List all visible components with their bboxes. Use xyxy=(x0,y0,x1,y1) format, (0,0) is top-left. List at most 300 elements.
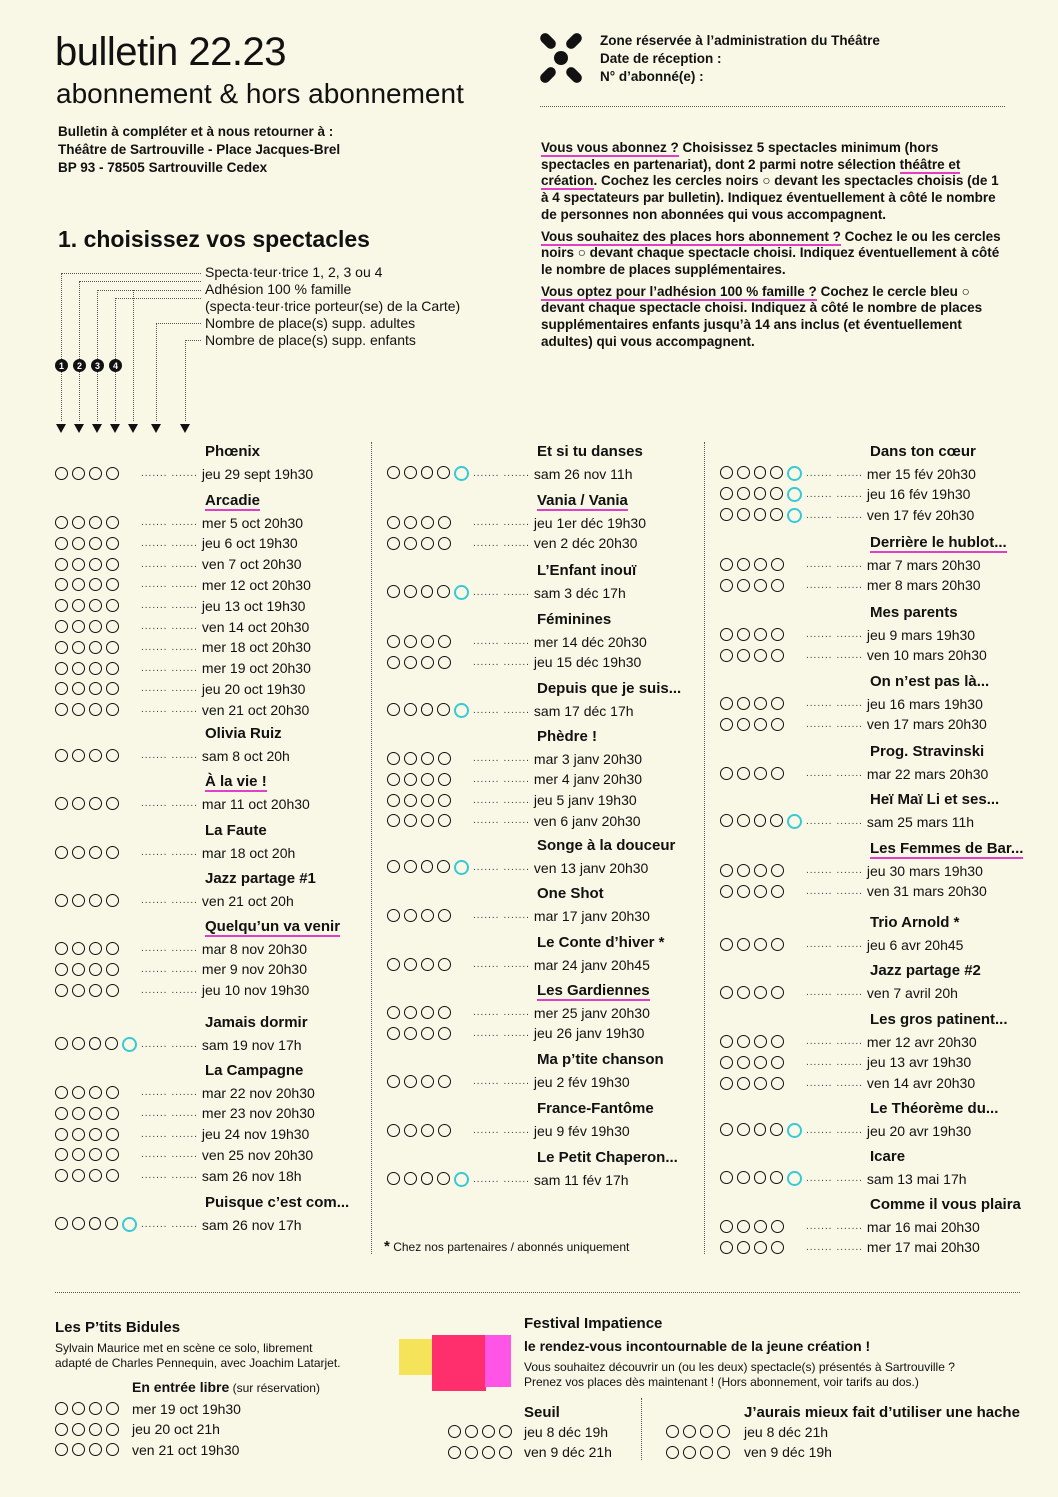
extra-adults-field[interactable]: ....... xyxy=(806,987,833,998)
spectator-circle-checkbox[interactable] xyxy=(720,466,733,479)
extra-children-field[interactable]: ....... xyxy=(503,1007,530,1018)
extra-adults-field[interactable]: ....... xyxy=(141,1170,168,1182)
extra-adults-field[interactable]: ....... xyxy=(141,1128,168,1140)
spectator-circle-checkbox[interactable] xyxy=(404,1172,417,1185)
spectator-circle-checkbox[interactable] xyxy=(437,466,450,479)
extra-adults-field[interactable]: ....... xyxy=(141,1087,168,1098)
spectator-circle-checkbox[interactable] xyxy=(754,986,767,999)
spectator-circle-checkbox[interactable] xyxy=(720,938,733,951)
spectator-circle-checkbox[interactable] xyxy=(737,864,750,877)
spectator-circle-checkbox[interactable] xyxy=(106,942,119,955)
spectator-circle-checkbox[interactable] xyxy=(404,703,417,716)
spectator-circle-checkbox[interactable] xyxy=(106,963,119,976)
spectator-circle-checkbox[interactable] xyxy=(754,1077,767,1090)
spectator-circle-checkbox[interactable] xyxy=(89,578,102,591)
spectator-circle-checkbox[interactable] xyxy=(89,984,102,997)
subscriber-number-field[interactable]: N° d’abonné(e) : xyxy=(600,69,704,84)
spectator-circle-checkbox[interactable] xyxy=(438,814,451,827)
extra-children-field[interactable]: ....... xyxy=(171,683,198,695)
extra-adults-field[interactable]: ....... xyxy=(473,1125,500,1136)
spectator-circle-checkbox[interactable] xyxy=(72,797,85,810)
extra-adults-field[interactable]: ....... xyxy=(806,1221,833,1232)
spectator-circle-checkbox[interactable] xyxy=(720,885,733,898)
spectator-circle-checkbox[interactable] xyxy=(771,649,784,662)
extra-children-field[interactable]: ....... xyxy=(836,1125,863,1136)
spectator-circle-checkbox[interactable] xyxy=(89,846,102,859)
spectator-circle-checkbox[interactable] xyxy=(465,1446,478,1459)
family-circle-checkbox[interactable] xyxy=(787,487,802,502)
spectator-circle-checkbox[interactable] xyxy=(737,814,750,827)
extra-adults-field[interactable]: ....... xyxy=(473,587,500,598)
family-circle-checkbox[interactable] xyxy=(454,466,469,481)
spectator-circle-checkbox[interactable] xyxy=(387,1027,400,1040)
extra-children-field[interactable]: ....... xyxy=(836,468,863,479)
spectator-circle-checkbox[interactable] xyxy=(106,620,119,633)
spectator-circle-checkbox[interactable] xyxy=(720,628,733,641)
extra-children-field[interactable]: ....... xyxy=(836,1056,863,1068)
spectator-circle-checkbox[interactable] xyxy=(737,1241,750,1254)
extra-children-field[interactable]: ....... xyxy=(171,1149,198,1161)
spectator-circle-checkbox[interactable] xyxy=(404,752,417,765)
spectator-circle-checkbox[interactable] xyxy=(770,508,783,521)
spectator-circle-checkbox[interactable] xyxy=(754,1123,767,1136)
extra-adults-field[interactable]: ....... xyxy=(473,815,500,827)
extra-children-field[interactable]: ....... xyxy=(836,885,863,897)
spectator-circle-checkbox[interactable] xyxy=(106,662,119,675)
spectator-circle-checkbox[interactable] xyxy=(737,938,750,951)
spectator-circle-checkbox[interactable] xyxy=(771,767,784,780)
spectator-circle-checkbox[interactable] xyxy=(72,1128,85,1141)
spectator-circle-checkbox[interactable] xyxy=(404,958,417,971)
spectator-circle-checkbox[interactable] xyxy=(89,1402,102,1415)
spectator-circle-checkbox[interactable] xyxy=(438,635,451,648)
spectator-circle-checkbox[interactable] xyxy=(72,1217,85,1230)
spectator-circle-checkbox[interactable] xyxy=(72,749,85,762)
spectator-circle-checkbox[interactable] xyxy=(421,773,434,786)
spectator-circle-checkbox[interactable] xyxy=(89,963,102,976)
spectator-circle-checkbox[interactable] xyxy=(89,749,102,762)
spectator-circle-checkbox[interactable] xyxy=(106,1423,119,1436)
spectator-circle-checkbox[interactable] xyxy=(404,909,417,922)
spectator-circle-checkbox[interactable] xyxy=(720,814,733,827)
spectator-circle-checkbox[interactable] xyxy=(770,1171,783,1184)
spectator-circle-checkbox[interactable] xyxy=(72,641,85,654)
extra-adults-field[interactable]: ....... xyxy=(473,1007,500,1018)
spectator-circle-checkbox[interactable] xyxy=(720,649,733,662)
spectator-circle-checkbox[interactable] xyxy=(106,1086,119,1099)
spectator-circle-checkbox[interactable] xyxy=(72,516,85,529)
extra-children-field[interactable]: ....... xyxy=(836,768,863,779)
family-circle-checkbox[interactable] xyxy=(787,814,802,829)
spectator-circle-checkbox[interactable] xyxy=(421,1172,434,1185)
spectator-circle-checkbox[interactable] xyxy=(771,986,784,999)
extra-adults-field[interactable]: ....... xyxy=(473,862,500,873)
extra-children-field[interactable]: ....... xyxy=(171,1219,198,1230)
spectator-circle-checkbox[interactable] xyxy=(421,1124,434,1137)
spectator-circle-checkbox[interactable] xyxy=(72,599,85,612)
extra-adults-field[interactable]: ....... xyxy=(806,1056,833,1068)
extra-adults-field[interactable]: ....... xyxy=(806,649,833,661)
extra-adults-field[interactable]: ....... xyxy=(473,1027,500,1039)
extra-children-field[interactable]: ....... xyxy=(503,959,530,970)
spectator-circle-checkbox[interactable] xyxy=(106,1107,119,1120)
extra-adults-field[interactable]: ....... xyxy=(473,773,500,785)
extra-children-field[interactable]: ....... xyxy=(503,1174,530,1185)
extra-children-field[interactable]: ....... xyxy=(836,939,863,950)
extra-children-field[interactable]: ....... xyxy=(836,509,863,521)
extra-children-field[interactable]: ....... xyxy=(171,847,198,858)
spectator-circle-checkbox[interactable] xyxy=(72,1086,85,1099)
extra-adults-field[interactable]: ....... xyxy=(806,816,833,827)
extra-children-field[interactable]: ....... xyxy=(836,629,863,640)
extra-adults-field[interactable]: ....... xyxy=(141,798,168,809)
spectator-circle-checkbox[interactable] xyxy=(771,579,784,592)
spectator-circle-checkbox[interactable] xyxy=(106,749,119,762)
extra-children-field[interactable]: ....... xyxy=(171,798,198,809)
spectator-circle-checkbox[interactable] xyxy=(72,1107,85,1120)
extra-adults-field[interactable]: ....... xyxy=(473,705,500,716)
extra-children-field[interactable]: ....... xyxy=(836,865,863,876)
extra-adults-field[interactable]: ....... xyxy=(141,517,168,528)
extra-children-field[interactable]: ....... xyxy=(836,816,863,827)
extra-children-field[interactable]: ....... xyxy=(171,662,198,674)
spectator-circle-checkbox[interactable] xyxy=(106,516,119,529)
spectator-circle-checkbox[interactable] xyxy=(754,767,767,780)
extra-adults-field[interactable]: ....... xyxy=(141,468,168,479)
spectator-circle-checkbox[interactable] xyxy=(666,1425,679,1438)
spectator-circle-checkbox[interactable] xyxy=(754,487,767,500)
spectator-circle-checkbox[interactable] xyxy=(72,984,85,997)
extra-adults-field[interactable]: ....... xyxy=(473,910,500,921)
spectator-circle-checkbox[interactable] xyxy=(499,1446,512,1459)
spectator-circle-checkbox[interactable] xyxy=(404,516,417,529)
spectator-circle-checkbox[interactable] xyxy=(720,487,733,500)
spectator-circle-checkbox[interactable] xyxy=(89,537,102,550)
extra-adults-field[interactable]: ....... xyxy=(473,468,500,479)
spectator-circle-checkbox[interactable] xyxy=(89,516,102,529)
extra-children-field[interactable]: ....... xyxy=(171,895,198,906)
spectator-circle-checkbox[interactable] xyxy=(387,958,400,971)
spectator-circle-checkbox[interactable] xyxy=(55,620,68,633)
spectator-circle-checkbox[interactable] xyxy=(89,1217,102,1230)
spectator-circle-checkbox[interactable] xyxy=(438,773,451,786)
spectator-circle-checkbox[interactable] xyxy=(720,986,733,999)
spectator-circle-checkbox[interactable] xyxy=(737,628,750,641)
spectator-circle-checkbox[interactable] xyxy=(770,487,783,500)
spectator-circle-checkbox[interactable] xyxy=(387,794,400,807)
extra-adults-field[interactable]: ....... xyxy=(141,683,168,695)
spectator-circle-checkbox[interactable] xyxy=(106,1148,119,1161)
spectator-circle-checkbox[interactable] xyxy=(438,656,451,669)
spectator-circle-checkbox[interactable] xyxy=(55,516,68,529)
spectator-circle-checkbox[interactable] xyxy=(437,585,450,598)
extra-adults-field[interactable]: ....... xyxy=(806,579,833,591)
spectator-circle-checkbox[interactable] xyxy=(55,537,68,550)
extra-adults-field[interactable]: ....... xyxy=(473,1076,500,1087)
extra-adults-field[interactable]: ....... xyxy=(806,865,833,876)
extra-adults-field[interactable]: ....... xyxy=(141,621,168,632)
spectator-circle-checkbox[interactable] xyxy=(387,752,400,765)
spectator-circle-checkbox[interactable] xyxy=(387,1006,400,1019)
spectator-circle-checkbox[interactable] xyxy=(404,537,417,550)
spectator-circle-checkbox[interactable] xyxy=(106,578,119,591)
extra-children-field[interactable]: ....... xyxy=(503,468,530,479)
spectator-circle-checkbox[interactable] xyxy=(437,1172,450,1185)
family-circle-checkbox[interactable] xyxy=(454,1172,469,1187)
spectator-circle-checkbox[interactable] xyxy=(89,1107,102,1120)
spectator-circle-checkbox[interactable] xyxy=(72,1169,85,1182)
spectator-circle-checkbox[interactable] xyxy=(771,558,784,571)
spectator-circle-checkbox[interactable] xyxy=(720,1171,733,1184)
spectator-circle-checkbox[interactable] xyxy=(754,864,767,877)
spectator-circle-checkbox[interactable] xyxy=(72,682,85,695)
spectator-circle-checkbox[interactable] xyxy=(106,1402,119,1415)
spectator-circle-checkbox[interactable] xyxy=(106,703,119,716)
spectator-circle-checkbox[interactable] xyxy=(72,1402,85,1415)
spectator-circle-checkbox[interactable] xyxy=(387,516,400,529)
family-circle-checkbox[interactable] xyxy=(454,860,469,875)
spectator-circle-checkbox[interactable] xyxy=(720,508,733,521)
spectator-circle-checkbox[interactable] xyxy=(55,1169,68,1182)
spectator-circle-checkbox[interactable] xyxy=(89,797,102,810)
spectator-circle-checkbox[interactable] xyxy=(404,585,417,598)
spectator-circle-checkbox[interactable] xyxy=(89,894,102,907)
spectator-circle-checkbox[interactable] xyxy=(89,1169,102,1182)
spectator-circle-checkbox[interactable] xyxy=(754,885,767,898)
spectator-circle-checkbox[interactable] xyxy=(770,1123,783,1136)
spectator-circle-checkbox[interactable] xyxy=(720,579,733,592)
spectator-circle-checkbox[interactable] xyxy=(720,558,733,571)
spectator-circle-checkbox[interactable] xyxy=(89,682,102,695)
extra-adults-field[interactable]: ....... xyxy=(141,537,168,549)
spectator-circle-checkbox[interactable] xyxy=(720,697,733,710)
extra-children-field[interactable]: ....... xyxy=(503,1027,530,1039)
extra-children-field[interactable]: ....... xyxy=(503,587,530,598)
extra-children-field[interactable]: ....... xyxy=(503,910,530,921)
extra-adults-field[interactable]: ....... xyxy=(806,468,833,479)
extra-children-field[interactable]: ....... xyxy=(171,537,198,549)
spectator-circle-checkbox[interactable] xyxy=(421,537,434,550)
spectator-circle-checkbox[interactable] xyxy=(72,578,85,591)
spectator-circle-checkbox[interactable] xyxy=(106,984,119,997)
extra-adults-field[interactable]: ....... xyxy=(141,963,168,975)
extra-children-field[interactable]: ....... xyxy=(171,1039,198,1050)
spectator-circle-checkbox[interactable] xyxy=(771,1035,784,1048)
spectator-circle-checkbox[interactable] xyxy=(737,986,750,999)
spectator-circle-checkbox[interactable] xyxy=(720,1220,733,1233)
spectator-circle-checkbox[interactable] xyxy=(55,797,68,810)
spectator-circle-checkbox[interactable] xyxy=(387,656,400,669)
extra-children-field[interactable]: ....... xyxy=(503,636,530,647)
spectator-circle-checkbox[interactable] xyxy=(737,1056,750,1069)
spectator-circle-checkbox[interactable] xyxy=(387,773,400,786)
spectator-circle-checkbox[interactable] xyxy=(666,1446,679,1459)
spectator-circle-checkbox[interactable] xyxy=(421,860,434,873)
spectator-circle-checkbox[interactable] xyxy=(720,1035,733,1048)
spectator-circle-checkbox[interactable] xyxy=(720,1241,733,1254)
extra-children-field[interactable]: ....... xyxy=(171,641,198,653)
spectator-circle-checkbox[interactable] xyxy=(421,752,434,765)
spectator-circle-checkbox[interactable] xyxy=(72,942,85,955)
spectator-circle-checkbox[interactable] xyxy=(499,1425,512,1438)
spectator-circle-checkbox[interactable] xyxy=(404,814,417,827)
extra-children-field[interactable]: ....... xyxy=(171,1107,198,1119)
extra-adults-field[interactable]: ....... xyxy=(806,1125,833,1136)
spectator-circle-checkbox[interactable] xyxy=(737,649,750,662)
extra-adults-field[interactable]: ....... xyxy=(141,704,168,716)
spectator-circle-checkbox[interactable] xyxy=(421,1075,434,1088)
spectator-circle-checkbox[interactable] xyxy=(421,635,434,648)
spectator-circle-checkbox[interactable] xyxy=(720,864,733,877)
spectator-circle-checkbox[interactable] xyxy=(72,1443,85,1456)
spectator-circle-checkbox[interactable] xyxy=(89,703,102,716)
spectator-circle-checkbox[interactable] xyxy=(106,894,119,907)
spectator-circle-checkbox[interactable] xyxy=(737,767,750,780)
spectator-circle-checkbox[interactable] xyxy=(72,558,85,571)
spectator-circle-checkbox[interactable] xyxy=(754,558,767,571)
extra-adults-field[interactable]: ....... xyxy=(806,488,833,500)
spectator-circle-checkbox[interactable] xyxy=(55,846,68,859)
spectator-circle-checkbox[interactable] xyxy=(438,1006,451,1019)
extra-adults-field[interactable]: ....... xyxy=(806,1077,833,1089)
spectator-circle-checkbox[interactable] xyxy=(754,1056,767,1069)
spectator-circle-checkbox[interactable] xyxy=(55,1037,68,1050)
spectator-circle-checkbox[interactable] xyxy=(387,1172,400,1185)
extra-children-field[interactable]: ....... xyxy=(836,1241,863,1253)
spectator-circle-checkbox[interactable] xyxy=(55,682,68,695)
extra-children-field[interactable]: ....... xyxy=(503,773,530,785)
family-circle-checkbox[interactable] xyxy=(122,1217,137,1232)
extra-adults-field[interactable]: ....... xyxy=(141,1039,168,1050)
spectator-circle-checkbox[interactable] xyxy=(771,885,784,898)
spectator-circle-checkbox[interactable] xyxy=(55,1107,68,1120)
spectator-circle-checkbox[interactable] xyxy=(72,963,85,976)
spectator-circle-checkbox[interactable] xyxy=(55,662,68,675)
extra-adults-field[interactable]: ....... xyxy=(141,895,168,906)
spectator-circle-checkbox[interactable] xyxy=(771,938,784,951)
extra-children-field[interactable]: ....... xyxy=(503,705,530,716)
spectator-circle-checkbox[interactable] xyxy=(717,1446,730,1459)
spectator-circle-checkbox[interactable] xyxy=(737,1035,750,1048)
extra-adults-field[interactable]: ....... xyxy=(806,768,833,779)
spectator-circle-checkbox[interactable] xyxy=(72,467,85,480)
spectator-circle-checkbox[interactable] xyxy=(771,1077,784,1090)
extra-children-field[interactable]: ....... xyxy=(503,794,530,806)
spectator-circle-checkbox[interactable] xyxy=(421,909,434,922)
family-circle-checkbox[interactable] xyxy=(787,508,802,523)
spectator-circle-checkbox[interactable] xyxy=(106,1443,119,1456)
family-circle-checkbox[interactable] xyxy=(787,1171,802,1186)
extra-children-field[interactable]: ....... xyxy=(171,1128,198,1140)
spectator-circle-checkbox[interactable] xyxy=(421,703,434,716)
spectator-circle-checkbox[interactable] xyxy=(737,508,750,521)
spectator-circle-checkbox[interactable] xyxy=(754,1241,767,1254)
spectator-circle-checkbox[interactable] xyxy=(89,1128,102,1141)
extra-children-field[interactable]: ....... xyxy=(503,1125,530,1136)
spectator-circle-checkbox[interactable] xyxy=(55,1423,68,1436)
spectator-circle-checkbox[interactable] xyxy=(737,1123,750,1136)
spectator-circle-checkbox[interactable] xyxy=(404,773,417,786)
spectator-circle-checkbox[interactable] xyxy=(421,466,434,479)
extra-adults-field[interactable]: ....... xyxy=(806,1241,833,1253)
extra-children-field[interactable]: ....... xyxy=(171,943,198,954)
spectator-circle-checkbox[interactable] xyxy=(437,860,450,873)
spectator-circle-checkbox[interactable] xyxy=(771,718,784,731)
extra-children-field[interactable]: ....... xyxy=(836,987,863,998)
spectator-circle-checkbox[interactable] xyxy=(89,1148,102,1161)
spectator-circle-checkbox[interactable] xyxy=(754,649,767,662)
spectator-circle-checkbox[interactable] xyxy=(387,466,400,479)
spectator-circle-checkbox[interactable] xyxy=(737,1171,750,1184)
spectator-circle-checkbox[interactable] xyxy=(55,1086,68,1099)
extra-children-field[interactable]: ....... xyxy=(171,984,198,996)
spectator-circle-checkbox[interactable] xyxy=(387,635,400,648)
spectator-circle-checkbox[interactable] xyxy=(754,508,767,521)
spectator-circle-checkbox[interactable] xyxy=(55,749,68,762)
spectator-circle-checkbox[interactable] xyxy=(106,537,119,550)
spectator-circle-checkbox[interactable] xyxy=(438,958,451,971)
spectator-circle-checkbox[interactable] xyxy=(737,697,750,710)
family-circle-checkbox[interactable] xyxy=(454,703,469,718)
spectator-circle-checkbox[interactable] xyxy=(387,703,400,716)
spectator-circle-checkbox[interactable] xyxy=(55,599,68,612)
spectator-circle-checkbox[interactable] xyxy=(387,860,400,873)
spectator-circle-checkbox[interactable] xyxy=(771,1056,784,1069)
extra-children-field[interactable]: ....... xyxy=(836,1173,863,1184)
extra-adults-field[interactable]: ....... xyxy=(473,959,500,970)
spectator-circle-checkbox[interactable] xyxy=(404,860,417,873)
spectator-circle-checkbox[interactable] xyxy=(771,697,784,710)
spectator-circle-checkbox[interactable] xyxy=(105,1217,118,1230)
spectator-circle-checkbox[interactable] xyxy=(737,885,750,898)
spectator-circle-checkbox[interactable] xyxy=(438,1027,451,1040)
spectator-circle-checkbox[interactable] xyxy=(72,620,85,633)
extra-adults-field[interactable]: ....... xyxy=(141,750,168,761)
extra-children-field[interactable]: ....... xyxy=(171,579,198,591)
spectator-circle-checkbox[interactable] xyxy=(106,467,119,480)
extra-children-field[interactable]: ....... xyxy=(503,656,530,668)
spectator-circle-checkbox[interactable] xyxy=(754,579,767,592)
extra-children-field[interactable]: ....... xyxy=(171,558,198,570)
extra-adults-field[interactable]: ....... xyxy=(806,698,833,709)
spectator-circle-checkbox[interactable] xyxy=(387,814,400,827)
spectator-circle-checkbox[interactable] xyxy=(404,1006,417,1019)
spectator-circle-checkbox[interactable] xyxy=(404,635,417,648)
spectator-circle-checkbox[interactable] xyxy=(387,1075,400,1088)
extra-adults-field[interactable]: ....... xyxy=(806,1173,833,1184)
spectator-circle-checkbox[interactable] xyxy=(89,467,102,480)
extra-children-field[interactable]: ....... xyxy=(836,1221,863,1232)
extra-adults-field[interactable]: ....... xyxy=(806,885,833,897)
family-circle-checkbox[interactable] xyxy=(787,466,802,481)
extra-adults-field[interactable]: ....... xyxy=(473,1174,500,1185)
spectator-circle-checkbox[interactable] xyxy=(421,1006,434,1019)
extra-children-field[interactable]: ....... xyxy=(836,579,863,591)
spectator-circle-checkbox[interactable] xyxy=(106,682,119,695)
spectator-circle-checkbox[interactable] xyxy=(404,794,417,807)
spectator-circle-checkbox[interactable] xyxy=(421,516,434,529)
spectator-circle-checkbox[interactable] xyxy=(89,641,102,654)
extra-adults-field[interactable]: ....... xyxy=(141,662,168,674)
extra-adults-field[interactable]: ....... xyxy=(141,579,168,591)
spectator-circle-checkbox[interactable] xyxy=(106,599,119,612)
spectator-circle-checkbox[interactable] xyxy=(89,942,102,955)
spectator-circle-checkbox[interactable] xyxy=(438,752,451,765)
extra-adults-field[interactable]: ....... xyxy=(141,1219,168,1230)
spectator-circle-checkbox[interactable] xyxy=(754,628,767,641)
spectator-circle-checkbox[interactable] xyxy=(720,1077,733,1090)
spectator-circle-checkbox[interactable] xyxy=(106,846,119,859)
